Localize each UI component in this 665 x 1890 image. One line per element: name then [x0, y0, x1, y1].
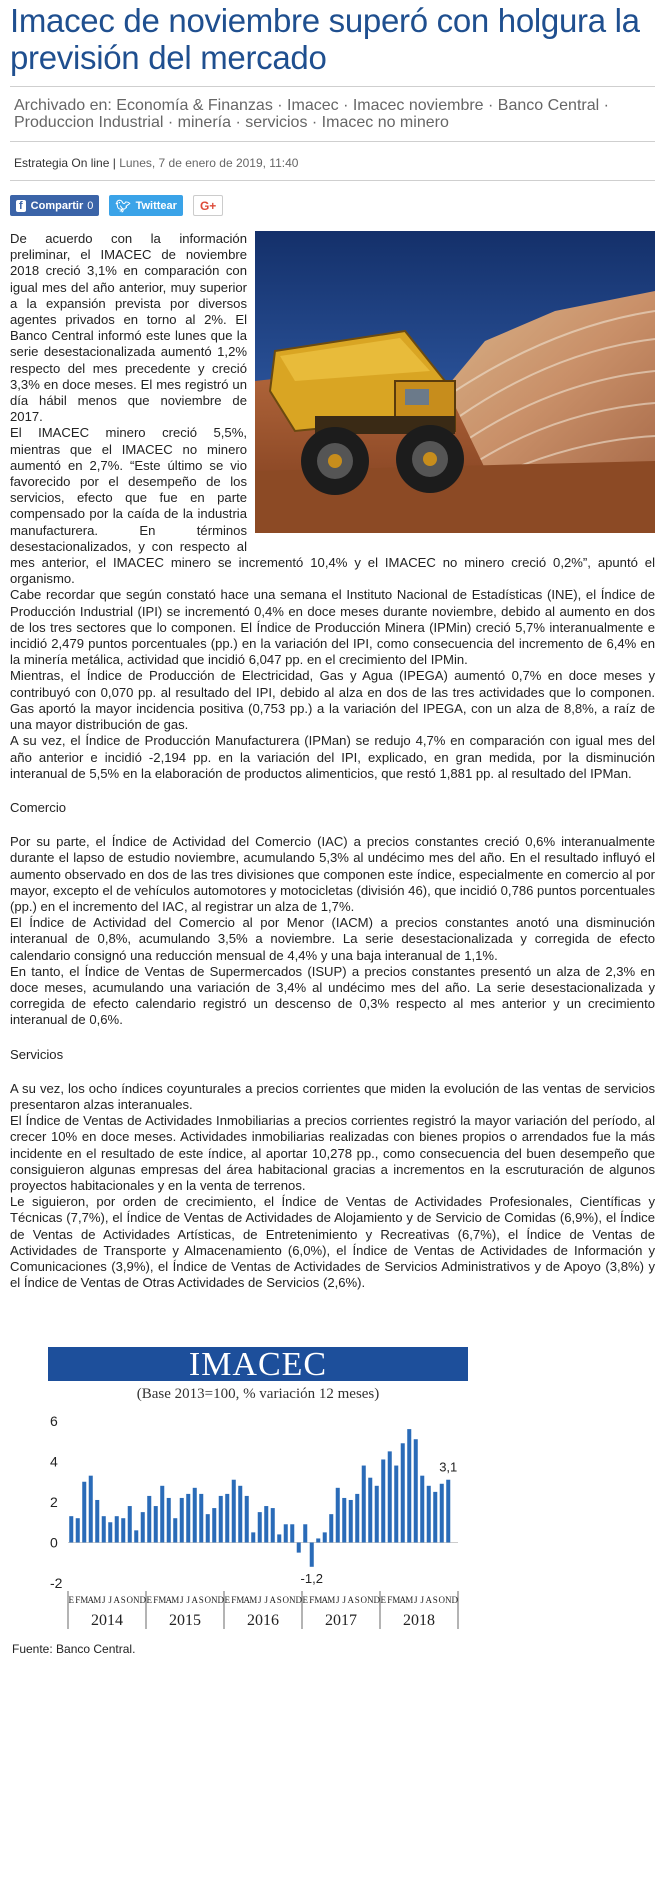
month-tick-label: M [405, 1595, 414, 1606]
month-tick-label: A [87, 1595, 94, 1606]
chart-bar [115, 1517, 119, 1543]
month-tick-label: D [217, 1595, 224, 1606]
chart-bar [329, 1515, 333, 1543]
chart-bar [420, 1476, 424, 1543]
chart-bar [342, 1498, 346, 1543]
month-tick-label: N [289, 1595, 296, 1606]
chart-plot [48, 1403, 468, 1633]
chart-source: Fuente: Banco Central. [12, 1642, 136, 1657]
chart-bar [433, 1492, 437, 1543]
chart-bar [316, 1539, 320, 1543]
title-divider [10, 86, 655, 87]
chart-bar [368, 1478, 372, 1543]
gplus-share-button[interactable]: G+ [193, 195, 223, 216]
month-tick-label: A [425, 1595, 432, 1606]
chart-bar [271, 1508, 275, 1542]
chart-bar [82, 1482, 86, 1543]
month-tick-label: E [380, 1595, 386, 1606]
article-paragraph: El Índice de Actividad del Comercio al por Menor (IACM) a precios constantes anotó una disminución interanual de 0,8%, acumulando 3,5% a noviembre. La serie desestacionalizada y corregida de efecto calendario consignó una reducción mensual de 4,4% y una baja interanual de 1,1%. [10, 915, 655, 963]
data-label: 3,1 [439, 1460, 458, 1476]
month-tick-label: A [269, 1595, 276, 1606]
month-tick-label: J [186, 1595, 191, 1606]
month-tick-label: A [243, 1595, 250, 1606]
chart-bar [108, 1523, 112, 1543]
article-paragraph: A su vez, los ocho índices coyunturales a precios corrientes que miden la evolución de las ventas de servicios presentaron alzas interanuales. [10, 1080, 655, 1112]
chart-bar [264, 1506, 268, 1542]
facebook-share-label: Compartir [30, 199, 84, 212]
mining-truck-illustration [255, 231, 655, 533]
article-paragraph: A su vez, el Índice de Producción Manufacturera (IPMan) se redujo 4,7% en comparación con igual mes del año anterior e incidió -2,194 pp. en la variación del IPI, explicado, en gran medida, por la disminución interanual de 5,5% en la elaboración de productos alimenticios, que restó 1,881 pp. al resultado del IPMan. [10, 733, 655, 781]
article-title: Imacec de noviembre superó con holgura la previsión del mercado [10, 2, 640, 76]
chart-bar [95, 1500, 99, 1543]
chart-bar [290, 1525, 294, 1543]
y-tick-label: -2 [50, 1575, 63, 1592]
month-tick-label: J [108, 1595, 113, 1606]
month-tick-label: F [309, 1595, 315, 1606]
month-tick-label: O [204, 1595, 211, 1606]
month-tick-label: E [224, 1595, 230, 1606]
month-tick-label: M [171, 1595, 180, 1606]
year-label: 2018 [403, 1612, 435, 1630]
article-paragraph: En tanto, el Índice de Ventas de Supermercados (ISUP) a precios constantes presentó un alza de 2,3% en doce meses, acumulando una variación de 3,4% al undécimo mes del año. La serie desestacionalizada y corregida de efecto calendario registró un descenso de 0,3% respecto al mes anterior y un crecimiento interanual de 0,6%. [10, 963, 655, 1028]
chart-bar [277, 1535, 281, 1543]
article-paragraph: El Índice de Ventas de Actividades Inmobiliarias a precios corrientes registró la mayor variación del período, al crecer 10% en doce meses. Actividades inmobiliarias realizadas con bienes propios o arrendados fue la más incidente en el resultado de este índice, al aportar 10,278 pp., como consecuencia del buen desempeño que consiguieron algunas empresas del área habitacional gracias a incrementos en la escruturación de algunos proyectos habitacionales y en la venta de terrenos. [10, 1113, 655, 1193]
month-tick-label: A [165, 1595, 172, 1606]
month-tick-label: A [113, 1595, 120, 1606]
chart-bar [407, 1429, 411, 1542]
chart-bar [401, 1444, 405, 1543]
chart-bar [375, 1486, 379, 1543]
chart-bar [388, 1452, 392, 1543]
chart-bar [414, 1440, 418, 1543]
byline: Estrategia On line | Lunes, 7 de enero de 2019, 11:40 [14, 156, 299, 170]
tag-link[interactable]: minería [177, 114, 231, 131]
archive-tags: Archivado en: Economía & Finanzas · Imacec · Imacec noviembre · Banco Central · Produccion Industrial · minería · servicios · Imacec no minero [14, 97, 609, 131]
month-tick-label: M [158, 1595, 167, 1606]
chart-bar [134, 1531, 138, 1543]
month-tick-label: M [93, 1595, 102, 1606]
chart-bar [212, 1508, 216, 1542]
month-tick-label: N [367, 1595, 374, 1606]
month-tick-label: N [133, 1595, 140, 1606]
month-tick-label: A [347, 1595, 354, 1606]
tag-link[interactable]: Imacec no minero [321, 114, 449, 131]
chart-bar [89, 1476, 93, 1543]
article-paragraph: Por su parte, el Índice de Actividad del Comercio (IAC) a precios constantes creció 0,6% interanualmente durante el lapso de estudio noviembre, acumulando 5,3% al undécimo mes del año. En el resultado influyó el aumento observado en dos de las tres divisiones que componen este índice, especialmente en comercio al por mayor, excepto el de vehículos automotores y motocicletas (división 46), que incidió 0,786 puntos porcentuales (pp.) en el incremento del IAC, al registrar un alza de 1,7%. [10, 834, 655, 914]
section-heading-servicios: Servicios [10, 1046, 64, 1062]
twitter-icon: 🐦︎ [115, 198, 131, 213]
month-tick-label: M [80, 1595, 89, 1606]
month-tick-label: A [191, 1595, 198, 1606]
month-tick-label: J [257, 1595, 262, 1606]
year-label: 2014 [91, 1612, 123, 1630]
month-tick-label: S [354, 1595, 360, 1606]
chart-bar [251, 1533, 255, 1543]
chart-bar [427, 1486, 431, 1543]
y-tick-label: 4 [50, 1453, 58, 1470]
facebook-icon: f [16, 200, 26, 212]
share-bar [10, 195, 655, 217]
chart-bar [446, 1480, 450, 1543]
chart-bar [167, 1498, 171, 1543]
chart-bar [154, 1506, 158, 1542]
chart-bar [349, 1500, 353, 1543]
month-tick-label: N [211, 1595, 218, 1606]
y-tick-label: 2 [50, 1494, 58, 1511]
tag-link[interactable]: Imacec [287, 97, 339, 114]
month-tick-label: J [335, 1595, 340, 1606]
tag-link[interactable]: Produccion Industrial [14, 114, 164, 131]
chart-bar [381, 1460, 385, 1543]
year-label: 2015 [169, 1612, 201, 1630]
month-tick-label: D [451, 1595, 458, 1606]
month-tick-label: E [302, 1595, 308, 1606]
chart-bar [199, 1494, 203, 1543]
chart-bar [258, 1513, 262, 1543]
month-tick-label: D [373, 1595, 380, 1606]
facebook-share-count: 0 [87, 199, 94, 212]
chart-bar [76, 1519, 80, 1543]
article-paragraph: De acuerdo con la información preliminar, el IMACEC de noviembre 2018 creció 3,1% en comparación con igual mes del año anterior, muy superior a la expansión prevista por diversos agentes privados en torno al 2%. El Banco Central informó este lunes que la serie desestacionalizada aumentó 1,2% respecto del mes precedente y creció 3,3% en doce meses. El mes registró un día hábil menos que noviembre de 2017. [10, 231, 247, 425]
article-body [10, 231, 655, 1291]
archive-prefix: Archivado en: [14, 97, 112, 114]
chart-bar [440, 1484, 444, 1543]
imacec-chart [48, 1347, 468, 1638]
publish-date: Lunes, 7 de enero de 2019, 11:40 [119, 156, 299, 170]
chart-bar [141, 1513, 145, 1543]
chart-bar [219, 1496, 223, 1543]
chart-bar [128, 1506, 132, 1542]
article-paragraph: Le siguieron, por orden de crecimiento, el Índice de Ventas de Actividades Profesionales, Científicas y Técnicas (7,7%), el Índice de Ventas de Actividades de Alojamiento y de Servicio de Comidas (6,9%), el Índice de Ventas de Actividades Artísticas, de Entretenimiento y Recreativas (6,7%), el Índice de Ventas de Actividades de Transporte y Almacenamiento (6,0%), el Índice de Ventas de Actividades de Información y Comunicaciones (3,9%), el Índice de Ventas de Actividades de Servicios Administrativos y de Apoyo (3,8%) y el Índice de Ventas de Otras Actividades de Servicios (2,6%). [10, 1194, 655, 1291]
month-tick-label: F [75, 1595, 81, 1606]
tag-link[interactable]: Imacec noviembre [352, 97, 484, 114]
chart-bar [147, 1496, 151, 1543]
author: Estrategia On line [14, 156, 110, 170]
chart-bar [186, 1494, 190, 1543]
chart-title: IMACEC [48, 1347, 468, 1381]
byline-divider [10, 180, 655, 181]
month-tick-label: F [153, 1595, 159, 1606]
month-tick-label: A [321, 1595, 328, 1606]
chart-bar [232, 1480, 236, 1543]
chart-bar [394, 1466, 398, 1543]
chart-bar [323, 1533, 327, 1543]
month-tick-label: A [399, 1595, 406, 1606]
twitter-share-button[interactable] [109, 195, 183, 216]
data-label: -1,2 [300, 1571, 323, 1587]
chart-bar [160, 1486, 164, 1543]
month-tick-label: J [413, 1595, 418, 1606]
y-tick-label: 6 [50, 1413, 58, 1430]
y-tick-label: 0 [50, 1534, 58, 1551]
year-label: 2017 [325, 1612, 357, 1630]
month-tick-label: D [295, 1595, 302, 1606]
month-tick-label: M [314, 1595, 323, 1606]
article-paragraph: El IMACEC minero creció 5,5%, mientras que el IMACEC no minero aumentó en 2,7%. “Este último se vio favorecido por el desempeño de los servicios, efecto que fue en parte compensado por la caída de la industria manufacturera. En términos desestacionalizados, y con respecto al mes anterior, el IMACEC minero se incrementó 10,4% y el IMACEC no minero creció 0,2%”, apuntó el organismo. [10, 425, 655, 587]
year-label: 2016 [247, 1612, 279, 1630]
month-tick-label: N [445, 1595, 452, 1606]
chart-bar [180, 1498, 184, 1543]
chart-bar [362, 1466, 366, 1543]
month-tick-label: M [392, 1595, 401, 1606]
month-tick-label: O [360, 1595, 367, 1606]
month-tick-label: O [282, 1595, 289, 1606]
month-tick-label: E [146, 1595, 152, 1606]
month-tick-label: J [264, 1595, 269, 1606]
month-tick-label: M [327, 1595, 336, 1606]
facebook-share-button[interactable] [10, 195, 99, 216]
month-tick-label: F [387, 1595, 393, 1606]
month-tick-label: J [342, 1595, 347, 1606]
chart-bar [206, 1515, 210, 1543]
month-tick-label: S [120, 1595, 126, 1606]
chart-bar [238, 1486, 242, 1543]
month-tick-label: M [236, 1595, 245, 1606]
chart-bar [310, 1543, 314, 1567]
article-paragraph: Cabe recordar que según constató hace una semana el Instituto Nacional de Estadísticas (INE), el Índice de Producción Industrial (IPI) se incrementó 0,4% en doce meses durante noviembre, debido al aumento en dos de los tres sectores que lo componen. El Índice de Producción Minera (IPMin) creció 5,7% interanualmente e incidió 2,479 puntos porcentuales (pp.) en la variación del IPI, como consecuencia del incremento de 6,4% en la minería metálica, actividad que incidió 6,047 pp. en el crecimiento del IPMin. [10, 587, 655, 668]
chart-bar [173, 1519, 177, 1543]
month-tick-label: O [438, 1595, 445, 1606]
tag-link[interactable]: servicios [245, 114, 308, 131]
tag-link[interactable]: Economía & Finanzas [116, 97, 273, 114]
chart-bar [336, 1488, 340, 1543]
month-tick-label: F [231, 1595, 237, 1606]
month-tick-label: S [276, 1595, 282, 1606]
month-tick-label: S [198, 1595, 204, 1606]
chart-bar [355, 1494, 359, 1543]
month-tick-label: M [249, 1595, 258, 1606]
month-tick-label: D [139, 1595, 146, 1606]
section-heading-comercio: Comercio [10, 799, 67, 815]
chart-subtitle: (Base 2013=100, % variación 12 meses) [136, 1386, 380, 1403]
chart-bar [193, 1488, 197, 1543]
twitter-share-label: Twittear [135, 199, 177, 212]
mining-truck-photo [255, 231, 655, 533]
month-tick-label: E [68, 1595, 74, 1606]
month-tick-label: J [420, 1595, 425, 1606]
chart-bar [102, 1517, 106, 1543]
archive-divider [10, 141, 655, 142]
chart-bar [245, 1496, 249, 1543]
month-tick-label: J [179, 1595, 184, 1606]
chart-bar [121, 1519, 125, 1543]
month-tick-label: J [101, 1595, 106, 1606]
chart-bar [225, 1494, 229, 1543]
month-tick-label: S [432, 1595, 438, 1606]
chart-bar [303, 1525, 307, 1543]
chart-bar [69, 1517, 73, 1543]
tag-link[interactable]: Banco Central [497, 97, 600, 114]
chart-bar [284, 1525, 288, 1543]
month-tick-label: O [126, 1595, 133, 1606]
article-paragraph: Mientras, el Índice de Producción de Electricidad, Gas y Agua (IPEGA) aumentó 0,7% en doce meses y contribuyó con 0,070 pp. al resultado del IPI, debido al alza en dos de las tres actividades que lo componen. Gas aportó la mayor incidencia positiva (0,753 pp.) a la variación del IPEGA, con un alza de 8,8%, a raíz de una mayor distribución de gas. [10, 668, 655, 733]
chart-bar [297, 1543, 301, 1553]
